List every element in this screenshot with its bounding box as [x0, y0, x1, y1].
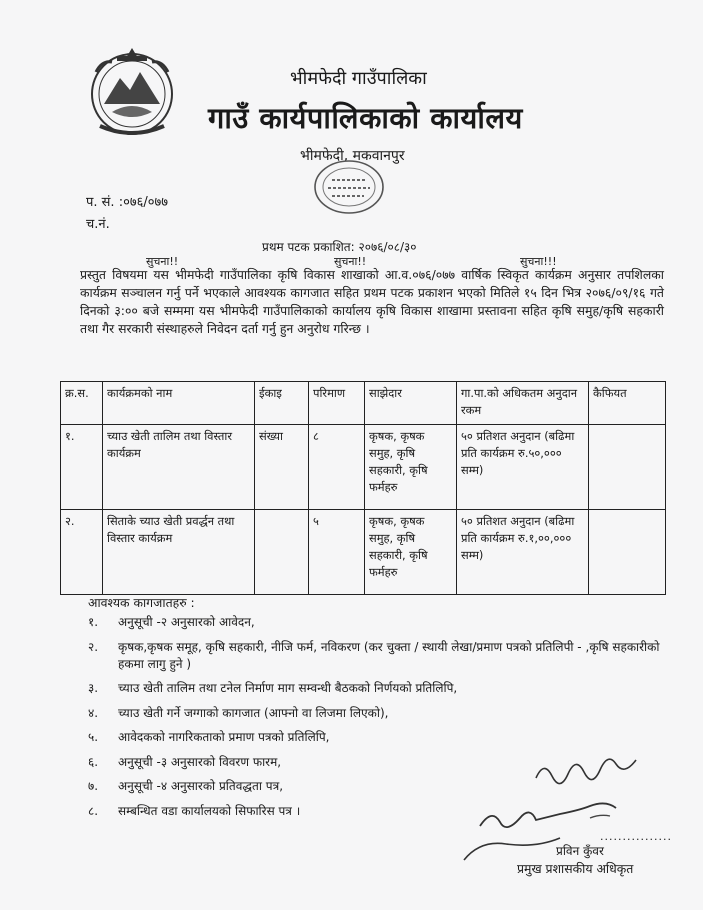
list-item-text: च्याउ खेती तालिम तथा टनेल निर्माण माग सम्वन्धी बैठकको निर्णयको प्रतिलिपि,	[118, 681, 458, 695]
published-date: प्रथम पटक प्रकाशित: २०७६/०८/३०	[262, 240, 417, 254]
cell-remarks	[589, 510, 666, 595]
list-item-number: ८.	[88, 803, 99, 818]
header-unit: ईकाइ	[255, 382, 309, 425]
requirements-title: आवश्यक कागजातहरु :	[88, 595, 195, 610]
cell-partner: कृषक, कृषक समुह, कृषि सहकारी, कृषि फर्महरु	[365, 425, 457, 510]
cell-quantity: ५	[309, 510, 365, 595]
header-quantity: परिमाण	[309, 382, 365, 425]
dispatch-number: च.नं.	[86, 217, 110, 232]
list-item	[88, 680, 668, 697]
table-header-row	[61, 382, 666, 425]
government-emblem-icon	[82, 42, 182, 138]
cell-remarks	[589, 425, 666, 510]
signature-dotted-line: ................	[600, 830, 672, 843]
cell-program-name: सिताके च्याउ खेती प्रवर्द्धन तथा विस्तार कार्यक्रम	[103, 510, 255, 595]
list-item-text: अनुसूची -३ अनुसारको विवरण फारम,	[118, 754, 282, 769]
table-row	[61, 425, 666, 510]
list-item-number: ४.	[88, 705, 99, 720]
header-remarks: कैफियत	[589, 382, 666, 425]
list-item-text: आवेदकको नागरिकताको प्रमाण पत्रको प्रतिलिपि,	[118, 730, 330, 744]
list-item-number: ३.	[88, 681, 99, 695]
office-stamp-icon	[312, 158, 386, 216]
office-title: गाउँ कार्यपालिकाको कार्यालय	[208, 101, 523, 135]
list-item-number: १.	[88, 615, 99, 629]
program-table	[60, 381, 666, 595]
list-item-number: ५.	[88, 730, 99, 744]
cell-partner: कृषक, कृषक समुह, कृषि सहकारी, कृषि फर्महरु	[365, 510, 457, 595]
cell-unit	[255, 510, 309, 595]
list-item-text: कृषक,कृषक समूह, कृषि सहकारी, नीजि फर्म, नविकरण (कर चुक्ता / स्थायी लेखा/प्रमाण पत्रको प्रतिलिपी - ,कृषि सहकारीको हकमा लागु हुने )	[118, 639, 660, 671]
list-item-text: सम्बन्धित वडा कार्यालयको सिफारिस पत्र ।	[118, 803, 301, 818]
cell-program-name: च्याउ खेती तालिम तथा विस्तार कार्यक्रम	[103, 425, 255, 510]
list-item	[88, 614, 668, 631]
notice-word-1: सुचना!!	[146, 255, 179, 268]
cell-quantity: ८	[309, 425, 365, 510]
cell-unit: संख्या	[255, 425, 309, 510]
cell-max-grant: ५० प्रतिशत अनुदान (बढिमा प्रति कार्यक्रम रु.५०,००० सम्म)	[457, 425, 589, 510]
notice-word-2: सुचना!!	[334, 255, 367, 268]
list-item-number: २.	[88, 639, 99, 654]
table-row	[61, 510, 666, 595]
handwritten-signature-icon	[440, 756, 660, 866]
notice-body: प्रस्तुत विषयमा यस भीमफेदी गाउँपालिका कृषि विकास शाखाको आ.व.०७६/०७७ वार्षिक स्विकृत कार्यक्रम अनुसार तपशिलका कार्यक्रम सञ्चालन गर्नु पर्ने भएकाले आवश्यक कागजात सहित प्रथम पटक प्रकाशन भएको मितिले १५ दिन भित्र २०७६/०९/१६ गते दिनको ३:०० बजे सम्ममा यस भीमफेदी गाउँपालिकाको कार्यालय कृषि विकास शाखामा प्रस्तावना सहित कृषि समुह/कृषि सहकारी तथा गैर सरकारी संस्थाहरुले निवेदन दर्ता गर्नु हुन अनुरोध गरिन्छ ।	[80, 267, 664, 336]
notice-word-3: सुचना!!!	[520, 255, 557, 268]
signatory-name: प्रविन कुँवर	[556, 844, 604, 858]
header-max-grant: गा.पा.को अधिकतम अनुदान रकम	[457, 382, 589, 425]
list-item-number: ७.	[88, 779, 99, 793]
office-address: भीमफेदी, मकवानपुर	[300, 148, 405, 164]
list-item	[88, 705, 668, 722]
cell-max-grant: ५० प्रतिशत अनुदान (बढिमा प्रति कार्यक्रम रु.१,००,००० सम्म)	[457, 510, 589, 595]
header-program-name: कार्यक्रमको नाम	[103, 382, 255, 425]
header-partner: साझेदार	[365, 382, 457, 425]
header-serial: क्र.स.	[61, 382, 103, 425]
list-item-text: अनुसूची -२ अनुसारको आवेदन,	[118, 615, 255, 629]
list-item-text: अनुसूची -४ अनुसारको प्रतिवद्धता पत्र,	[118, 779, 284, 793]
list-item	[88, 729, 668, 746]
cell-serial: २.	[61, 510, 103, 595]
signatory-role: प्रमुख प्रशासकीय अधिकृत	[517, 861, 634, 876]
cell-serial: १.	[61, 425, 103, 510]
list-item	[88, 639, 668, 673]
list-item-number: ६.	[88, 754, 99, 769]
office-name: भीमफेदी गाउँपालिका	[290, 68, 427, 89]
reference-number: प. सं. :०७६/०७७	[86, 195, 169, 210]
list-item-text: च्याउ खेती गर्ने जग्गाको कागजात (आफ्नो वा लिजमा लिएको),	[118, 705, 389, 720]
